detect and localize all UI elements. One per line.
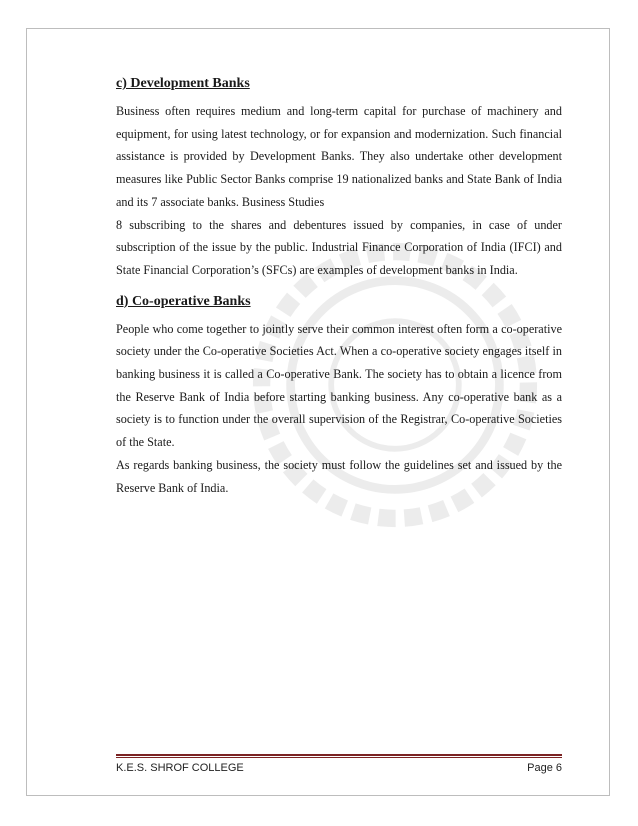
- section-paragraph: Business often requires medium and long-term capital for purchase of machinery and equipment, for using latest technology, or for expansion and modernization. Such financial assistance is provided by Development Banks. They also undertake other development measures like Public Sector Banks comprise 19 nationalized banks and State Bank of India and its 7 associate banks. Business Studies: [116, 104, 562, 209]
- section-development-banks: [116, 74, 562, 282]
- section-heading: c) Development Banks: [116, 76, 250, 91]
- section-cooperative-banks: [116, 292, 562, 500]
- section-paragraph: As regards banking business, the society must follow the guidelines set and issued by the Reserve Bank of India.: [116, 457, 562, 495]
- section-paragraph: 8 subscribing to the shares and debentures issued by companies, in case of under subscription of the issue by the public. Industrial Finance Corporation of India (IFCI) and State Financial Corporation’s (SFCs) are examples of development banks in India.: [116, 217, 562, 277]
- page-footer: [116, 762, 562, 774]
- footer-page-number: Page 6: [527, 762, 562, 774]
- footer-college-name: K.E.S. SHROF COLLEGE: [116, 762, 244, 774]
- section-paragraph: People who come together to jointly serve their common interest often form a co-operative society under the Co-operative Societies Act. When a co-operative society engages itself in banking business it is called a Co-operative Bank. The society has to obtain a licence from the Reserve Bank of India before starting banking business. Any co-operative bank as a society is to function under the overall supervision of the Registrar, Co-operative Societies of the State.: [116, 321, 562, 450]
- section-heading: d) Co-operative Banks: [116, 293, 251, 309]
- page-content: [116, 74, 562, 499]
- footer-divider: [116, 757, 562, 758]
- footer-divider: [116, 754, 562, 756]
